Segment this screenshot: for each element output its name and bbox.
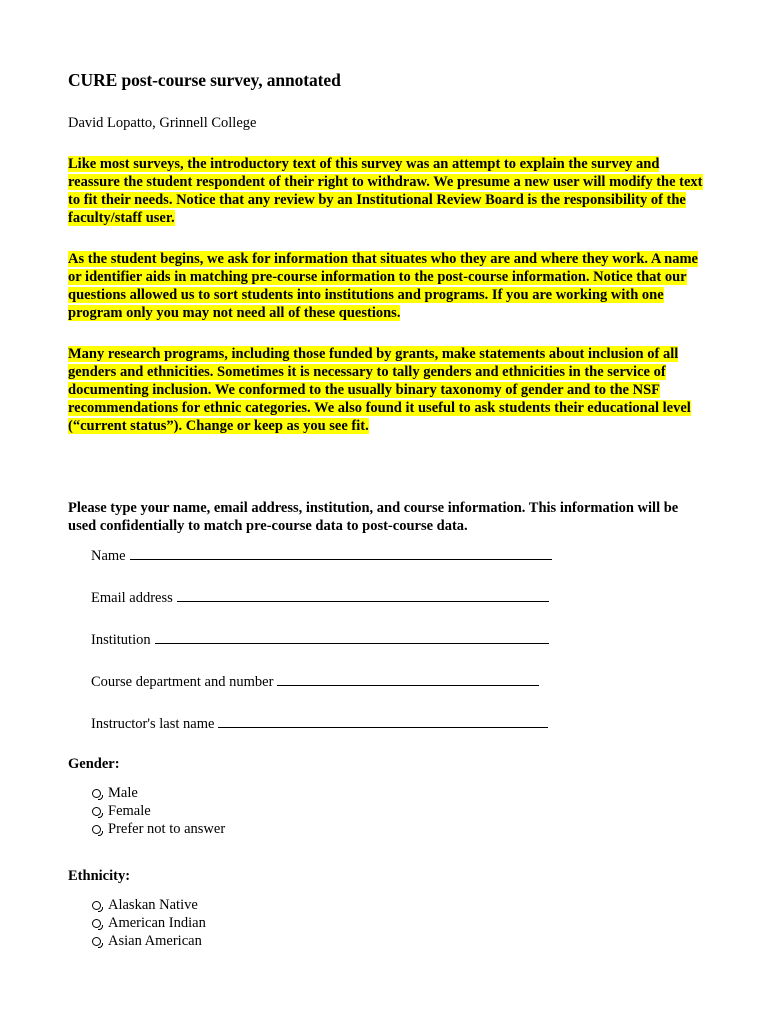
instructor-input[interactable] [218,714,548,728]
gender-options [91,784,225,838]
option-label: Prefer not to answer [108,821,226,837]
course-field [91,672,539,691]
instructor-field [91,714,548,733]
radio-icon[interactable] [92,825,101,834]
option-label: American Indian [108,915,206,931]
option-label: Asian American [108,933,202,949]
institution-label: Institution [91,632,151,648]
gender-heading: Gender: [68,756,120,772]
ethnicity-option-alaskan-native[interactable] [91,896,206,914]
instructor-label: Instructor's last name [91,716,215,732]
ethnicity-option-asian-american[interactable] [91,932,206,950]
email-input[interactable] [177,588,549,602]
annotation-intro [68,155,708,227]
annotation-text: As the student begins, we ask for information that situates who they are and where they work. A name or identifier aids in matching pre-course information to the post-course information. Notice that our questions allowed us to sort students into institutions and programs. If you are working with one program only you may not need all of these questions. [68,251,698,321]
email-label: Email address [91,590,173,606]
radio-icon[interactable] [92,807,101,816]
annotation-text: Like most surveys, the introductory text of this survey was an attempt to explain the survey and reassure the student respondent of their right to withdraw. We presume a new user will modify the text to fit their needs. Notice that any review by an Institutional Review Board is the responsibility of the faculty/staff user. [68,156,703,226]
institution-field [91,630,549,649]
radio-icon[interactable] [92,789,101,798]
identification-prompt: Please type your name, email address, institution, and course information. This information will be used confidentially to match pre-course data to post-course data. [68,500,679,534]
radio-icon[interactable] [92,937,101,946]
name-field [91,546,552,565]
annotation-demographics [68,345,708,435]
option-label: Alaskan Native [108,897,198,913]
annotation-identification [68,250,708,322]
gender-option-male[interactable] [91,784,225,802]
email-field [91,588,549,607]
ethnicity-option-american-indian[interactable] [91,914,206,932]
gender-option-female[interactable] [91,802,225,820]
option-label: Male [108,785,138,801]
radio-icon[interactable] [92,901,101,910]
document-title: CURE post-course survey, annotated [68,70,341,90]
ethnicity-options [91,896,206,950]
course-input[interactable] [277,672,539,686]
course-label: Course department and number [91,674,274,690]
option-label: Female [108,803,151,819]
radio-icon[interactable] [92,919,101,928]
ethnicity-heading: Ethnicity: [68,868,131,884]
institution-input[interactable] [155,630,549,644]
document-author: David Lopatto, Grinnell College [68,115,257,131]
annotation-text: Many research programs, including those funded by grants, make statements about inclusion of all genders and ethnicities. Sometimes it is necessary to tally genders and ethnicities in the service of documenting inclusion. We conformed to the usually binary taxonomy of gender and to the NSF recommendations for ethnic categories. We also found it useful to ask students their educational level (“current status”). Change or keep as you see fit. [68,346,691,434]
name-input[interactable] [130,546,552,560]
name-label: Name [91,548,126,564]
gender-option-prefer-not[interactable] [91,820,225,838]
